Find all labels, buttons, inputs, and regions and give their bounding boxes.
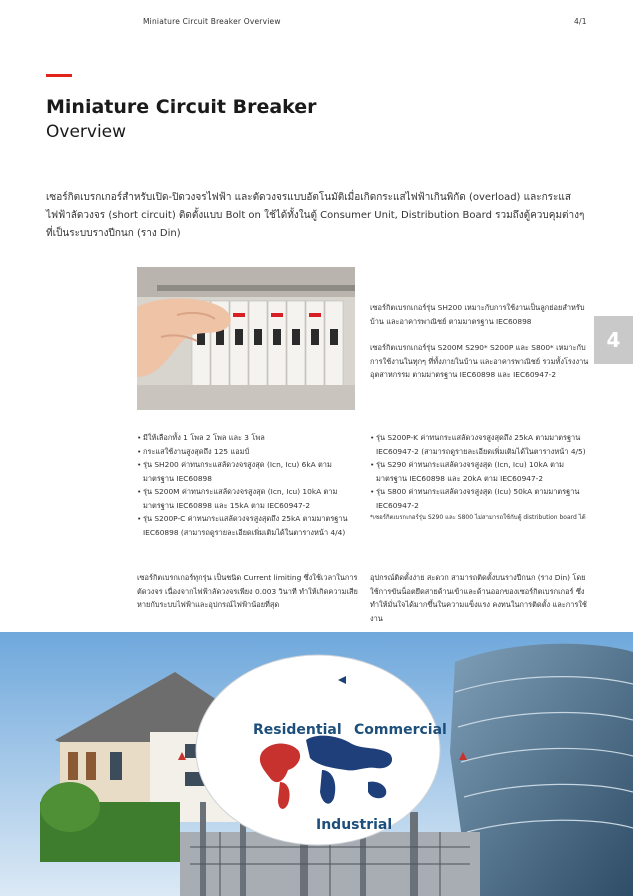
list-item: • รุ่น SH200 ค่าทนกระแสลัดวงจรสูงสุด (Icn, Icu) 6kA ตามมาตรฐาน IEC60898 [137,458,359,485]
s200-description: เซอร์กิตเบรกเกอร์รุ่น S200M S290* S200P และ S800* เหมาะกับการใช้งานในทุกๆ ที่ทั้งภายในบ้าน และอาคารพาณิชย์ รวมทั้งโรงงานอุตสาหกรรม ตามมาตรฐาน IEC60898 และ IEC60947-2 [370,343,589,379]
page-number: 4/1 [574,17,587,26]
list-item: • รุ่น S800 ค่าทนกระแสลัดวงจรสูงสุด (Icu) 50kA ตามมาตรฐาน IEC60947-2 [370,485,592,512]
industrial-label: Industrial [316,817,393,833]
list-item: • กระแสใช้งานสูงสุดถึง 125 แอมป์ [137,445,359,459]
running-header-title: Miniature Circuit Breaker Overview [143,17,281,26]
list-item: • รุ่น S290 ค่าทนกระแสลัดวงจรสูงสุด (Icn, Icu) 10kA ตามมาตรฐาน IEC60898 และ 20kA ตาม IEC60947-2 [370,458,592,485]
features-list-left [137,431,359,539]
intro-paragraph: เซอร์กิตเบรกเกอร์สำหรับเปิด-ปิดวงจรไฟฟ้า และตัดวงจรแบบอัตโนมัติเมื่อเกิดกระแสไฟฟ้าเกินพิกัด (overload) และกระแสไฟฟ้าลัดวงจร (short circuit) ติดตั้งแบบ Bolt on ใช้ได้ทั้งในตู้ Consumer Unit, Distribution Board รวมถึงตู้ควบคุมต่างๆ ที่เป็นระบบรางปีกนก (ราง Din) [46,192,585,239]
list-item: • รุ่น S200M ค่าทนกระแสลัดวงจรสูงสุด (Icn, Icu) 10kA ตามมาตรฐาน IEC60898 และ 15kA ตาม IEC60947-2 [137,485,359,512]
footnote: *เซอร์กิตเบรกเกอร์รุ่น S290 และ S800 ไม่สามารถใช้กับตู้ distribution board ได้ [370,514,586,521]
list-item: • รุ่น S200P-C ค่าทนกระแสลัดวงจรสูงสุดถึง 25kA ตามมาตรฐาน IEC60898 (สามารถดูรายละเอียดเพิ่มเติมได้ในตารางหน้า 4/4) [137,512,359,539]
residential-label: Residential [253,722,342,738]
page-subtitle: Overview [46,122,127,142]
chapter-number: 4 [606,328,621,352]
chapter-tab [594,316,633,364]
sh200-description: เซอร์กิตเบรกเกอร์รุ่น SH200 เหมาะกับการใช้งานเป็นลูกย่อยสำหรับบ้าน และอาคารพาณิชย์ ตามมาตรฐาน IEC60898 [370,303,585,326]
features-list-right [370,431,592,523]
current-limiting-paragraph: เซอร์กิตเบรกเกอร์ทุกรุ่น เป็นชนิด Current limiting ซึ่งใช้เวลาในการตัดวงจร เนื่องจากไฟฟ้าลัดวงจรเพียง 0.003 วินาที ทำให้เกิดความเสียหายกับระบบไฟฟ้าและอุปกรณ์ไฟฟ้าน้อยที่สุด [137,573,358,609]
accent-bar [46,74,72,77]
installation-paragraph: อุปกรณ์ติดตั้งง่าย สะดวก สามารถติดตั้งบนรางปีกนก (ราง Din) โดยใช้การขันน็อตยึดสายด้านเข้าและด้านออกของเซอร์กิตเบรกเกอร์ ซึ่งทำให้มั่นใจได้มากขึ้นในความแข็งแรง คงทนในการติดตั้ง และการใช้งาน [370,573,587,623]
breaker-panel-photo [137,267,355,410]
list-item: • มีให้เลือกทั้ง 1 โพล 2 โพล และ 3 โพล [137,431,359,445]
page-title: Miniature Circuit Breaker [46,96,317,118]
banner-illustration [0,632,633,896]
commercial-label: Commercial [354,722,447,738]
list-item: • รุ่น S200P-K ค่าทนกระแสลัดวงจรสูงสุดถึง 25kA ตามมาตรฐาน IEC60947-2 (สามารถดูรายละเอียดเพิ่มเติมได้ในตารางหน้า 4/5) [370,431,592,458]
application-banner [0,632,633,896]
